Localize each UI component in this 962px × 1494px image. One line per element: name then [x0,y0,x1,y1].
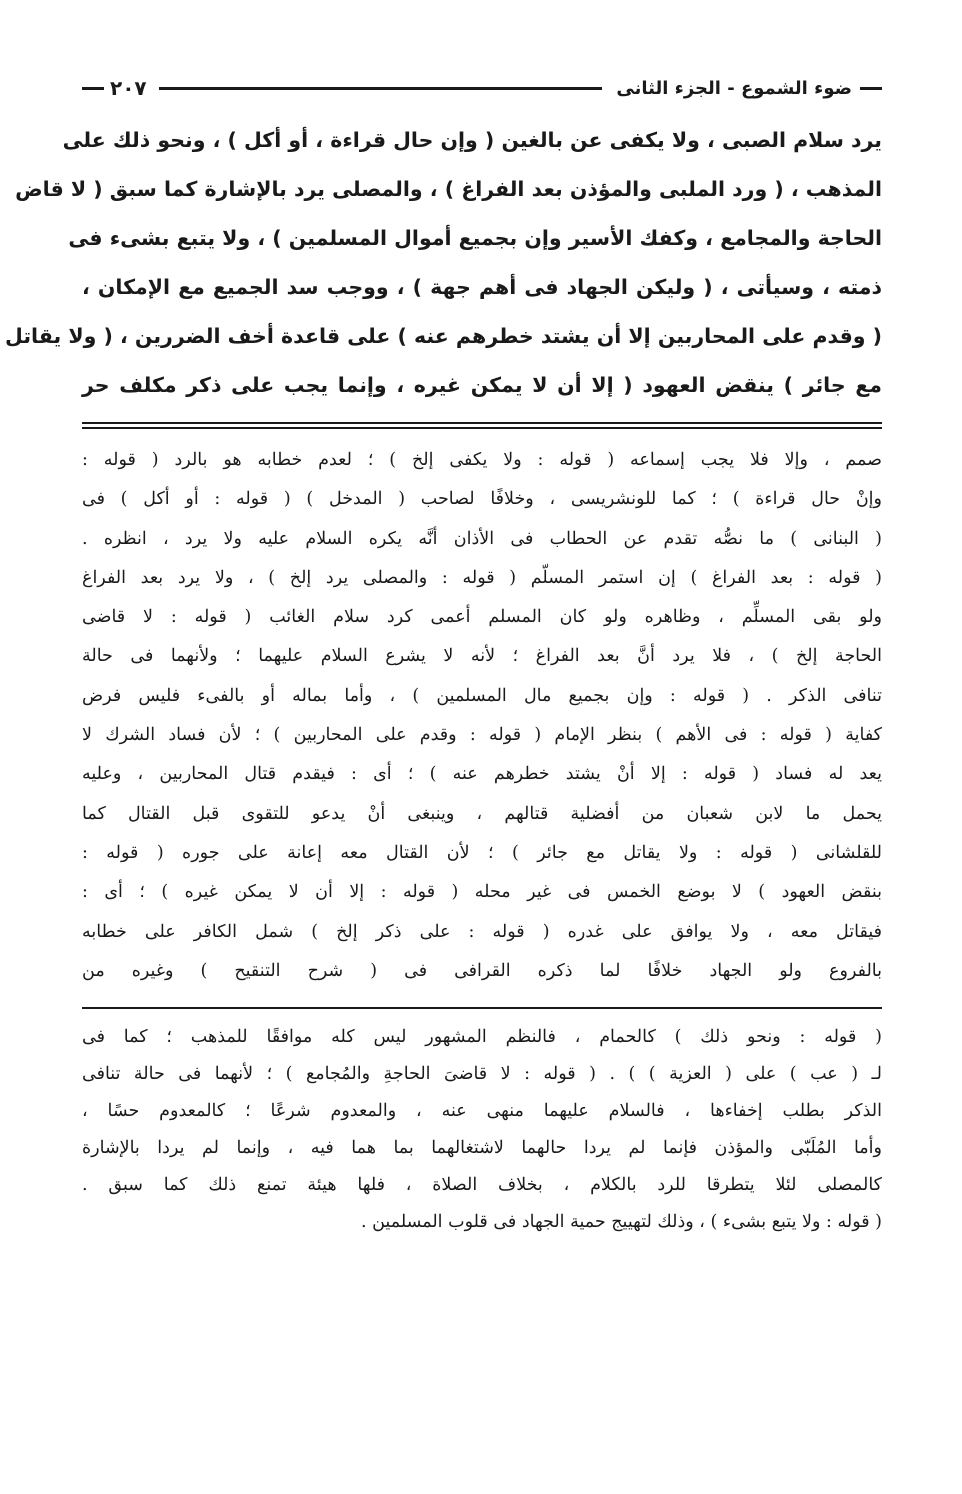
main-text-line: يرد سلام الصبى ، ولا يكفى عن بالغين ( وإن حال قراءة ، أو أكل ) ، ونحو ذلك على [62,128,882,152]
running-header [82,70,882,106]
commentary-line: بالفروع ولو الجهاد خلافًا لما ذكره القرافى فى ( شرح التنقيح ) وغيره من [82,960,882,981]
commentary [82,441,882,991]
commentary-line: فيقاتل معه ، ولا يوافق على غدره ( قوله : على ذكر إلخ ) شمل الكافر على خطابه [82,921,882,942]
footnote-line: كالمصلى لئلا يتطرقا للرد بالكلام ، بخلاف الصلاة ، فلها هيئة تمنع ذلك كما سبق . [82,1175,882,1196]
main-text-divider [82,422,882,429]
commentary-line: يحمل ما لابن شعبان من أفضلية قتالهم ، وينبغى أنْ يدعو للتقوى قبل القتال كما [82,803,882,824]
commentary-line: صمم ، وإلا فلا يجب إسماعه ( قوله : ولا يكفى إلخ ) ؛ لعدم خطابه هو بالرد ( قوله : [82,450,882,470]
footnotes [82,1019,882,1241]
page-number: ٢٠٧ [110,76,147,100]
header-dash-right [860,87,882,90]
footnote-line: لـ ( عب ) على ( العزية ) ) . ( قوله : لا قاضىَ الحاجةِ والمُجامع ) ؛ لأنهما فى حالة تنافى [82,1064,882,1085]
main-text-line: المذهب ، ( ورد الملبى والمؤذن بعد الفراغ ) ، والمصلى يرد بالإشارة كما سبق ( لا قاض [15,177,882,201]
main-text [5,116,882,410]
main-text-line: الحاجة والمجامع ، وكفك الأسير وإن بجميع أموال المسلمين ) ، ولا يتبع بشىء فى [68,226,882,250]
commentary-line: ( البنانى ) ما نصُّه تقدم عن الحطاب فى الأذان أنَّه يكره السلام عليه ولا يرد ، انظره . [82,528,882,549]
commentary-line: كفاية ( قوله : فى الأهم ) بنظر الإمام ( قوله : وقدم على المحاربين ) ؛ لأن فساد الشرك لا [82,725,882,746]
footnote-divider [82,1007,882,1009]
commentary-line: تنافى الذكر . ( قوله : وإن بجميع مال المسلمين ) ، وأما بماله أو بالفىء فليس فرض [82,685,882,706]
commentary-line: ( قوله : بعد الفراغ ) إن استمر المسلّم ( قوله : والمصلى يرد إلخ ) ، ولا يرد بعد الفراغ [82,567,882,588]
main-text-line: مع جائر ) ينقض العهود ( إلا أن لا يمكن غيره ، وإنما يجب على ذكر مكلف حر [82,373,882,397]
header-title: ضوء الشموع - الجزء الثانى [616,77,852,99]
footnote-line: ( قوله : ولا يتبع بشىء ) ، وذلك لتهييج حمية الجهاد فى قلوب المسلمين . [360,1212,882,1233]
commentary-line: الحاجة إلخ ) ، فلا يرد أنَّ بعد الفراغ ؛ لأنه لا يشرع السلام عليهما ؛ ولأنهما فى حالة [82,646,882,667]
main-text-line: ذمته ، وسيأتى ، ( وليكن الجهاد فى أهم جهة ) ، ووجب سد الجميع مع الإمكان ، [82,275,882,299]
commentary-line: ولو بقى المسلِّم ، وظاهره ولو كان المسلم أعمى كرد سلام الغائب ( قوله : لا قاضى [82,607,882,628]
commentary-line: بنقض العهود ) لا بوضع الخمس فى غير محله ( قوله : إلا أن لا يمكن غيره ) ؛ أى : [82,882,882,903]
commentary-line: وإنْ حال قراءة ) ؛ كما للونشريسى ، وخلافًا لصاحب ( المدخل ) ( قوله : أو أكل ) فى [82,489,882,510]
footnote-line: وأما المُلَبّى والمؤذن فإنما لم يردا حالهما لاشتغالهما بما هما فيه ، وإنما لم يردا بالإشارة [82,1138,882,1159]
footnote-line: ( قوله : ونحو ذلك ) كالحمام ، فالنظم المشهور ليس كله موافقًا للمذهب ؛ كما فى [82,1027,882,1048]
commentary-line: يعد له فساد ( قوله : إلا أنْ يشتد خطرهم عنه ) ؛ أى : فيقدم قتال المحاربين ، وعليه [82,764,882,785]
commentary-line: للقلشانى ( قوله : ولا يقاتل مع جائر ) ؛ لأن القتال معه إعانة على جوره ( قوله : [82,842,882,863]
header-dash-left [82,87,104,90]
main-text-line: ( وقدم على المحاربين إلا أن يشتد خطرهم عنه ) على قاعدة أخف الضررين ، ( ولا يقاتل [5,324,882,348]
book-page [5,70,882,1241]
header-rule [159,87,603,90]
footnote-line: الذكر بطلب إخفاءها ، فالسلام عليهما منهى عنه ، والمعدوم شرعًا ؛ كالمعدوم حسًا ، [82,1101,882,1122]
